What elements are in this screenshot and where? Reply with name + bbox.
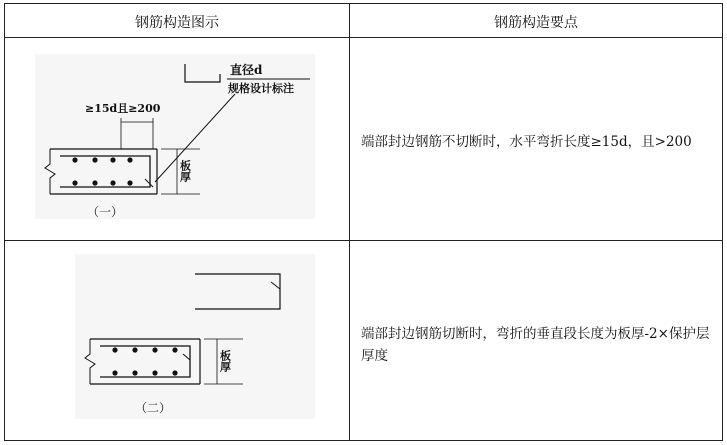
label-length: ≥15d且≥200 — [85, 102, 161, 115]
rebar-point-2: 端部封边钢筋切断时，弯折的垂直段长度为板厚-2×保护层厚度 — [361, 326, 710, 364]
row-divider — [5, 240, 722, 241]
rebar-figure-2 — [75, 254, 315, 424]
header-figure: 钢筋构造图示 — [135, 15, 219, 31]
rebar-detail-table — [4, 3, 723, 441]
label-thickness-2: 板厚 — [218, 350, 232, 372]
caption-2: （二） — [135, 401, 172, 415]
label-diameter: 直径d — [230, 63, 263, 77]
table-header-row — [5, 4, 722, 38]
caption-1: （一） — [87, 205, 124, 219]
rebar-point-1: 端部封边钢筋不切断时，水平弯折长度≥15d，且>200 — [361, 134, 692, 150]
label-thickness-1: 板厚 — [178, 160, 192, 182]
header-points: 钢筋构造要点 — [494, 15, 578, 31]
label-spec: 规格设计标注 — [228, 82, 294, 95]
column-divider — [349, 4, 350, 440]
rebar-figure-1 — [35, 54, 325, 229]
